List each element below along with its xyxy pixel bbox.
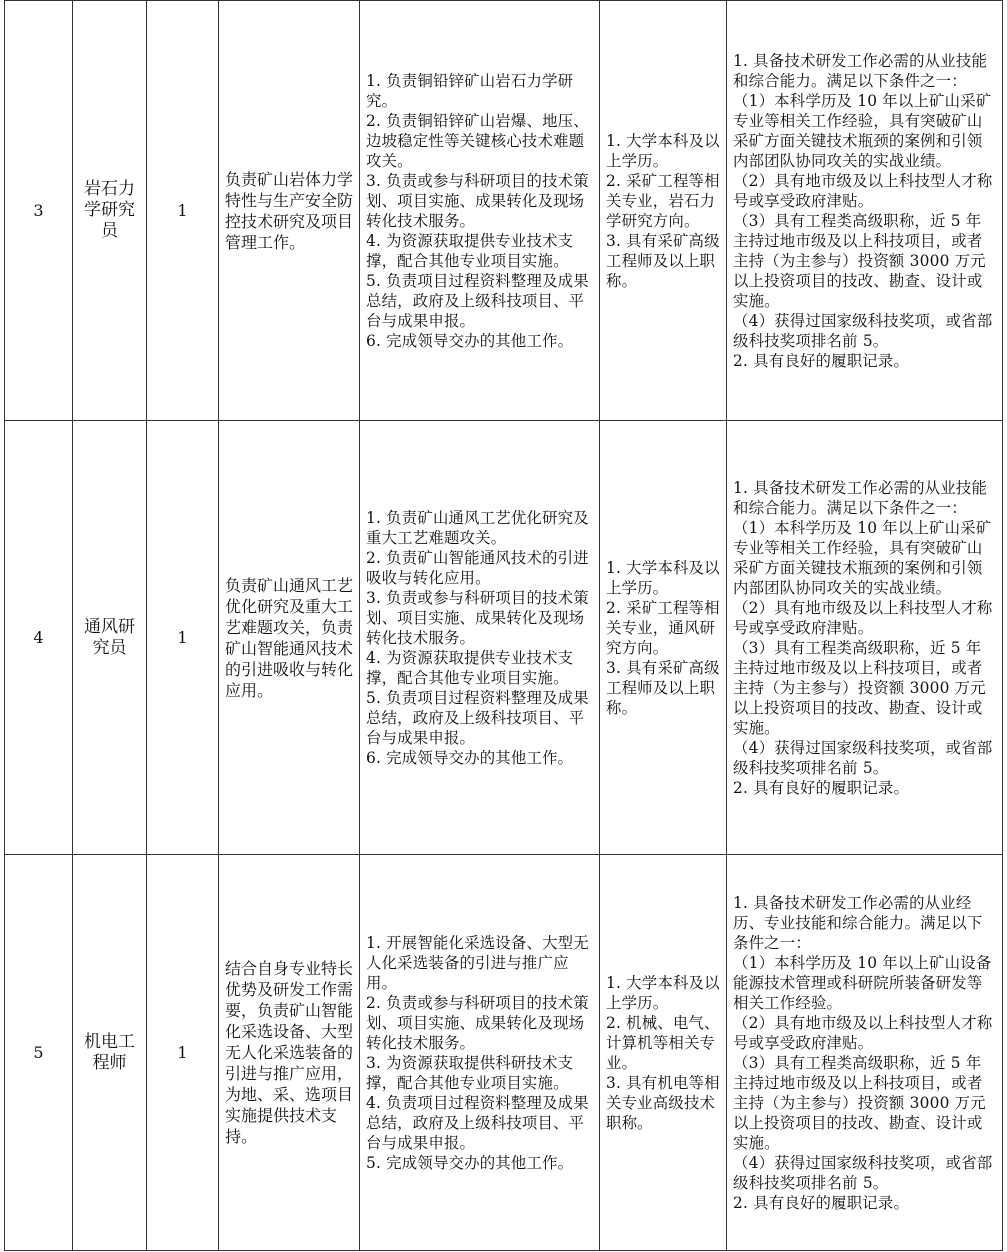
requirement-item: （4）获得过国家级科技奖项，或省部级科技奖项排名前 5。 xyxy=(733,311,993,350)
headcount: 1 xyxy=(147,1,219,421)
education-item: 3. 具有采矿高级工程师及以上职称。 xyxy=(606,231,720,290)
requirement-item: 1. 具备技术研发工作必需的从业技能和综合能力。满足以下条件之一： xyxy=(733,478,988,517)
requirement-item: （2）具有地市级及以上科技型人才称号或享受政府津贴。 xyxy=(733,171,993,210)
duty-item: 4. 负责项目过程资料整理及成果总结，政府及上级科技项目、平台与成果申报。 xyxy=(366,1093,589,1152)
requirement-item: （4）获得过国家级科技奖项，或省部级科技奖项排名前 5。 xyxy=(733,738,993,777)
education-item: 1. 大学本科及以上学历。 xyxy=(606,973,720,1012)
position-title: 通风研究员 xyxy=(73,421,147,855)
requirement-item: （2）具有地市级及以上科技型人才称号或享受政府津贴。 xyxy=(733,598,993,637)
duties-cell xyxy=(360,421,600,855)
requirement-item: 2. 具有良好的履职记录。 xyxy=(733,778,910,797)
row-number: 3 xyxy=(5,1,73,421)
requirement-item: （1）本科学历及 10 年以上矿山设备能源技术管理或科研院所装备研发等相关工作经验。 xyxy=(733,953,992,1012)
education-item: 1. 大学本科及以上学历。 xyxy=(606,131,720,170)
education-item: 3. 具有采矿高级工程师及以上职称。 xyxy=(606,658,720,717)
row-number: 5 xyxy=(5,855,73,1251)
duty-item: 6. 完成领导交办的其他工作。 xyxy=(366,331,574,350)
education-cell xyxy=(600,855,727,1251)
requirement-item: （1）本科学历及 10 年以上矿山采矿专业等相关工作经验，具有突破矿山采矿方面关键技术瓶颈的案例和引领内部团队协同攻关的实战业绩。 xyxy=(733,91,992,170)
education-item: 2. 采矿工程等相关专业，通风研究方向。 xyxy=(606,598,720,657)
duty-item: 1. 负责铜铅锌矿山岩石力学研究。 xyxy=(366,71,574,110)
duty-item: 4. 为资源获取提供专业技术支撑，配合其他专业项目实施。 xyxy=(366,231,574,270)
duty-item: 3. 负责或参与科研项目的技术策划、项目实施、成果转化及现场转化技术服务。 xyxy=(366,588,589,647)
requirement-item: （4）获得过国家级科技奖项，或省部级科技奖项排名前 5。 xyxy=(733,1153,993,1192)
duty-item: 3. 为资源获取提供科研技术支撑，配合其他专业项目实施。 xyxy=(366,1053,574,1092)
duty-item: 2. 负责铜铅锌矿山岩爆、地压、边坡稳定性等关键核心技术难题攻关。 xyxy=(366,111,589,170)
duty-item: 6. 完成领导交办的其他工作。 xyxy=(366,748,574,767)
headcount: 1 xyxy=(147,421,219,855)
duty-item: 3. 负责或参与科研项目的技术策划、项目实施、成果转化及现场转化技术服务。 xyxy=(366,171,589,230)
duty-item: 5. 完成领导交办的其他工作。 xyxy=(366,1153,574,1172)
requirement-item: （2）具有地市级及以上科技型人才称号或享受政府津贴。 xyxy=(733,1013,993,1052)
table-row xyxy=(5,1,1003,421)
duty-item: 1. 负责矿山通风工艺优化研究及重大工艺难题攻关。 xyxy=(366,508,589,547)
row-number: 4 xyxy=(5,421,73,855)
requirement-item: （3）具有工程类高级职称，近 5 年主持过地市级及以上科技项目，或者主持（为主参与）投资额 3000 万元以上投资项目的技改、勘查、设计或实施。 xyxy=(733,1053,986,1152)
duty-item: 5. 负责项目过程资料整理及成果总结，政府及上级科技项目、平台与成果申报。 xyxy=(366,271,589,330)
requirement-item: 2. 具有良好的履职记录。 xyxy=(733,351,910,370)
positions-table xyxy=(4,0,1003,1251)
education-cell xyxy=(600,421,727,855)
duty-item: 4. 为资源获取提供专业技术支撑，配合其他专业项目实施。 xyxy=(366,648,574,687)
position-summary: 负责矿山岩体力学特性与生产安全防控技术研究及项目管理工作。 xyxy=(219,1,360,421)
duties-cell xyxy=(360,855,600,1251)
requirement-item: 2. 具有良好的履职记录。 xyxy=(733,1193,910,1212)
position-title: 岩石力学研究员 xyxy=(73,1,147,421)
education-cell xyxy=(600,1,727,421)
table-row xyxy=(5,855,1003,1251)
table-row xyxy=(5,421,1003,855)
duties-cell xyxy=(360,1,600,421)
requirements-cell xyxy=(727,855,1003,1251)
duty-item: 5. 负责项目过程资料整理及成果总结，政府及上级科技项目、平台与成果申报。 xyxy=(366,688,589,747)
duty-item: 2. 负责或参与科研项目的技术策划、项目实施、成果转化及现场转化技术服务。 xyxy=(366,993,589,1052)
requirements-cell xyxy=(727,421,1003,855)
education-item: 2. 采矿工程等相关专业，岩石力学研究方向。 xyxy=(606,171,720,230)
position-title: 机电工程师 xyxy=(73,855,147,1251)
duty-item: 1. 开展智能化采选设备、大型无人化采选装备的引进与推广应用。 xyxy=(366,933,589,992)
requirements-cell xyxy=(727,1,1003,421)
education-item: 3. 具有机电等相关专业高级技术职称。 xyxy=(606,1073,720,1132)
requirement-item: 1. 具备技术研发工作必需的从业技能和综合能力。满足以下条件之一： xyxy=(733,51,988,90)
requirement-item: （1）本科学历及 10 年以上矿山采矿专业等相关工作经验，具有突破矿山采矿方面关键技术瓶颈的案例和引领内部团队协同攻关的实战业绩。 xyxy=(733,518,992,597)
requirement-item: （3）具有工程类高级职称，近 5 年主持过地市级及以上科技项目，或者主持（为主参与）投资额 3000 万元以上投资项目的技改、勘查、设计或实施。 xyxy=(733,211,986,310)
requirement-item: （3）具有工程类高级职称，近 5 年主持过地市级及以上科技项目，或者主持（为主参与）投资额 3000 万元以上投资项目的技改、勘查、设计或实施。 xyxy=(733,638,986,737)
headcount: 1 xyxy=(147,855,219,1251)
education-item: 1. 大学本科及以上学历。 xyxy=(606,558,720,597)
position-summary: 负责矿山通风工艺优化研究及重大工艺难题攻关，负责矿山智能通风技术的引进吸收与转化应用。 xyxy=(219,421,360,855)
education-item: 2. 机械、电气、计算机等相关专业。 xyxy=(606,1013,720,1072)
requirement-item: 1. 具备技术研发工作必需的从业经历、专业技能和综合能力。满足以下条件之一： xyxy=(733,893,983,952)
duty-item: 2. 负责矿山智能通风技术的引进吸收与转化应用。 xyxy=(366,548,589,587)
position-summary: 结合自身专业特长优势及研发工作需要，负责矿山智能化采选设备、大型无人化采选装备的引进与推广应用，为地、采、选项目实施提供技术支持。 xyxy=(219,855,360,1251)
